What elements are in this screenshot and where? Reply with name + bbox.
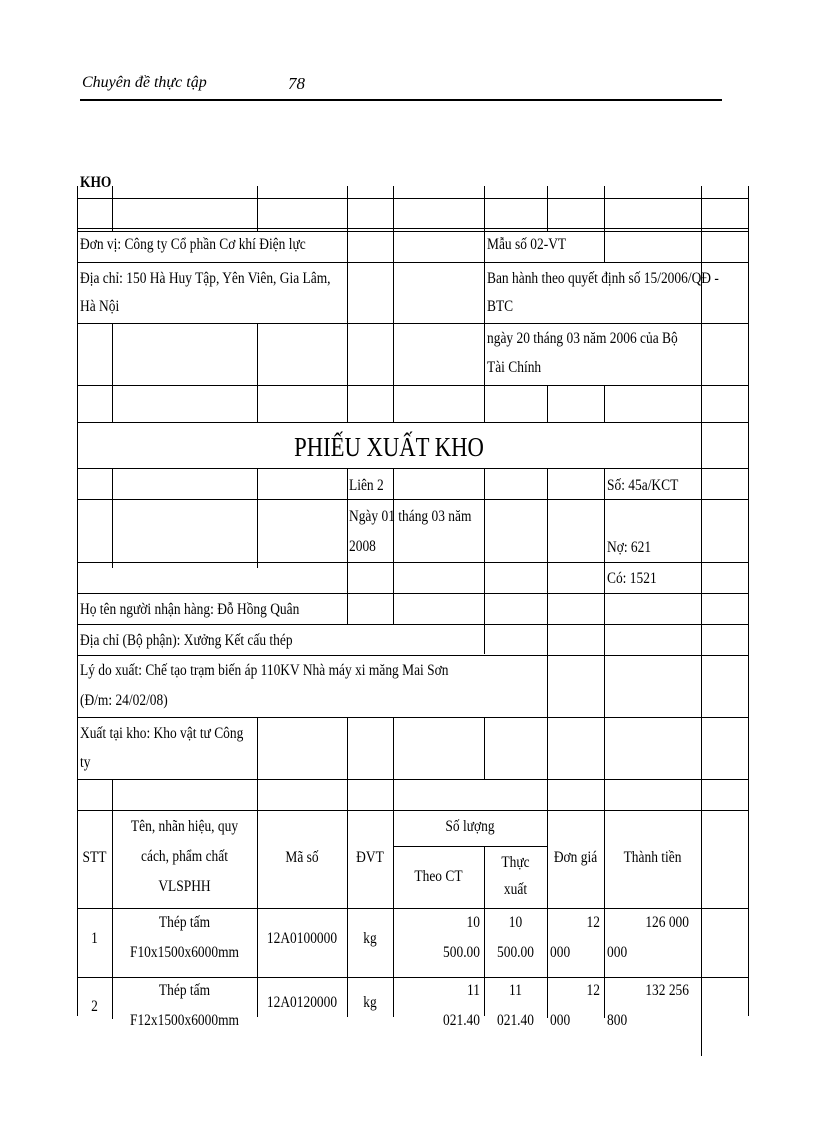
column-header-unit: ĐVT	[356, 849, 384, 866]
issue-reason: Lý do xuất: Chế tạo trạm biến áp 110KV Nhà máy xi măng Mai Sơn	[80, 662, 449, 679]
department: Địa chỉ (Bộ phận): Xưởng Kết cấu thép	[80, 632, 293, 649]
grid-line	[77, 385, 749, 386]
grid-line	[257, 323, 258, 423]
table-cell-code: 12A0120000	[266, 994, 338, 1011]
grid-line	[547, 186, 548, 231]
grid-line	[393, 186, 394, 423]
grid-line	[77, 262, 749, 263]
debit-account: Nợ: 621	[607, 539, 652, 556]
table-cell-qty-document: 021.40	[443, 1012, 480, 1029]
grid-line	[77, 562, 749, 563]
warehouse: Xuất tại kho: Kho vật tư Công	[80, 725, 244, 742]
issue-date: Ngày 01 tháng 03 năm	[349, 508, 472, 525]
grid-line	[701, 186, 702, 1056]
table-cell-name: F12x1500x6000mm	[129, 1012, 240, 1029]
running-header-title: Chuyên đề thực tập	[82, 74, 207, 91]
page-title: PHIẾU XUẤT KHO	[294, 432, 484, 462]
grid-line	[604, 186, 605, 263]
column-header-qty-actual: xuất	[503, 881, 528, 898]
grid-line	[547, 468, 548, 1018]
column-header-quantity: Số lượng	[445, 818, 495, 835]
table-cell-qty-actual: 500.00	[497, 944, 534, 961]
header-rule	[80, 99, 722, 101]
issue-reason: (Đ/m: 24/02/08)	[80, 692, 168, 709]
grid-line	[393, 846, 547, 847]
column-header-qty-document: Theo CT	[414, 868, 463, 885]
warehouse: ty	[80, 754, 91, 771]
table-cell-price: 000	[550, 944, 571, 961]
column-header-price: Đơn giá	[553, 849, 598, 866]
grid-line	[112, 186, 113, 231]
grid-line	[484, 846, 485, 1016]
decree-reference: Tài Chính	[487, 359, 542, 376]
grid-line	[257, 468, 258, 568]
grid-line	[77, 198, 749, 199]
voucher-number: Số: 45a/KCT	[607, 477, 679, 494]
table-cell-name: Thép tấm	[158, 914, 211, 931]
grid-line	[112, 779, 113, 1019]
grid-line	[604, 468, 605, 1018]
grid-line	[748, 186, 749, 1016]
grid-line	[77, 468, 749, 469]
column-header-name: cách, phẩm chất	[141, 848, 228, 865]
decree-reference: BTC	[487, 298, 514, 315]
table-cell-qty-document: 10	[466, 914, 480, 931]
table-cell-stt: 1	[91, 930, 98, 947]
table-cell-qty-actual: 10	[508, 914, 523, 931]
grid-line	[77, 717, 749, 718]
column-header-name: VLSPHH	[158, 878, 211, 895]
grid-line	[77, 499, 749, 500]
table-cell-unit: kg	[363, 994, 377, 1011]
grid-line	[77, 593, 749, 594]
column-header-name: Tên, nhãn hiệu, quy	[130, 818, 239, 835]
grid-line	[77, 779, 749, 780]
table-cell-amount: 800	[607, 1012, 628, 1029]
table-cell-qty-document: 11	[467, 982, 480, 999]
grid-line	[347, 186, 348, 423]
grid-line	[77, 655, 749, 656]
table-cell-amount: 126 000	[645, 914, 689, 931]
grid-line	[393, 717, 394, 1017]
column-header-code: Mã số	[285, 849, 319, 866]
unit-name: Đơn vị: Công ty Cổ phần Cơ khí Điện lực	[80, 236, 306, 253]
credit-account: Có: 1521	[607, 570, 657, 587]
grid-line	[393, 468, 394, 625]
table-cell-price: 000	[550, 1012, 571, 1029]
table-cell-amount: 000	[607, 944, 628, 961]
table-cell-qty-actual: 11	[509, 982, 522, 999]
cut-off-text: KHO	[80, 174, 112, 191]
column-header-stt: STT	[82, 849, 107, 866]
grid-line	[77, 977, 749, 978]
issue-date: 2008	[349, 538, 376, 555]
table-cell-stt: 2	[91, 998, 98, 1015]
table-cell-qty-actual: 021.40	[497, 1012, 534, 1029]
receiver-name: Họ tên người nhận hàng: Đỗ Hồng Quân	[80, 601, 300, 618]
grid-line	[257, 717, 258, 1017]
table-cell-price: 12	[586, 914, 600, 931]
grid-line	[484, 186, 485, 423]
grid-line	[77, 231, 749, 232]
grid-line	[484, 468, 485, 654]
decree-reference: Ban hành theo quyết định số 15/2006/QĐ -	[487, 270, 719, 287]
column-header-qty-actual: Thực	[501, 854, 530, 871]
page-number: 78	[288, 74, 305, 93]
table-cell-amount: 132 256	[645, 982, 689, 999]
grid-line	[77, 624, 749, 625]
table-cell-qty-document: 500.00	[443, 944, 480, 961]
grid-line	[77, 228, 749, 229]
grid-line	[347, 468, 348, 625]
copy-label: Liên 2	[349, 477, 384, 494]
grid-line	[604, 385, 605, 423]
grid-line	[77, 908, 749, 909]
unit-address: Hà Nội	[80, 298, 120, 315]
table-cell-price: 12	[586, 982, 600, 999]
table-cell-name: Thép tấm	[158, 982, 211, 999]
grid-line	[77, 323, 749, 324]
decree-reference: ngày 20 tháng 03 năm 2006 của Bộ	[487, 330, 678, 347]
stock-issue-form	[77, 174, 749, 1029]
grid-line	[547, 385, 548, 423]
table-cell-code: 12A0100000	[266, 930, 338, 947]
grid-line	[77, 422, 749, 423]
grid-line	[484, 717, 485, 779]
grid-line	[257, 186, 258, 231]
grid-line	[112, 468, 113, 568]
form-code: Mẫu số 02-VT	[487, 236, 567, 253]
grid-line	[112, 323, 113, 423]
unit-address: Địa chỉ: 150 Hà Huy Tập, Yên Viên, Gia Lâm,	[80, 270, 331, 287]
column-header-amount: Thành tiền	[623, 849, 682, 866]
table-cell-name: F10x1500x6000mm	[129, 944, 240, 961]
grid-line	[77, 810, 749, 811]
grid-line	[77, 186, 78, 1016]
table-cell-unit: kg	[363, 930, 377, 947]
grid-line	[347, 717, 348, 1017]
